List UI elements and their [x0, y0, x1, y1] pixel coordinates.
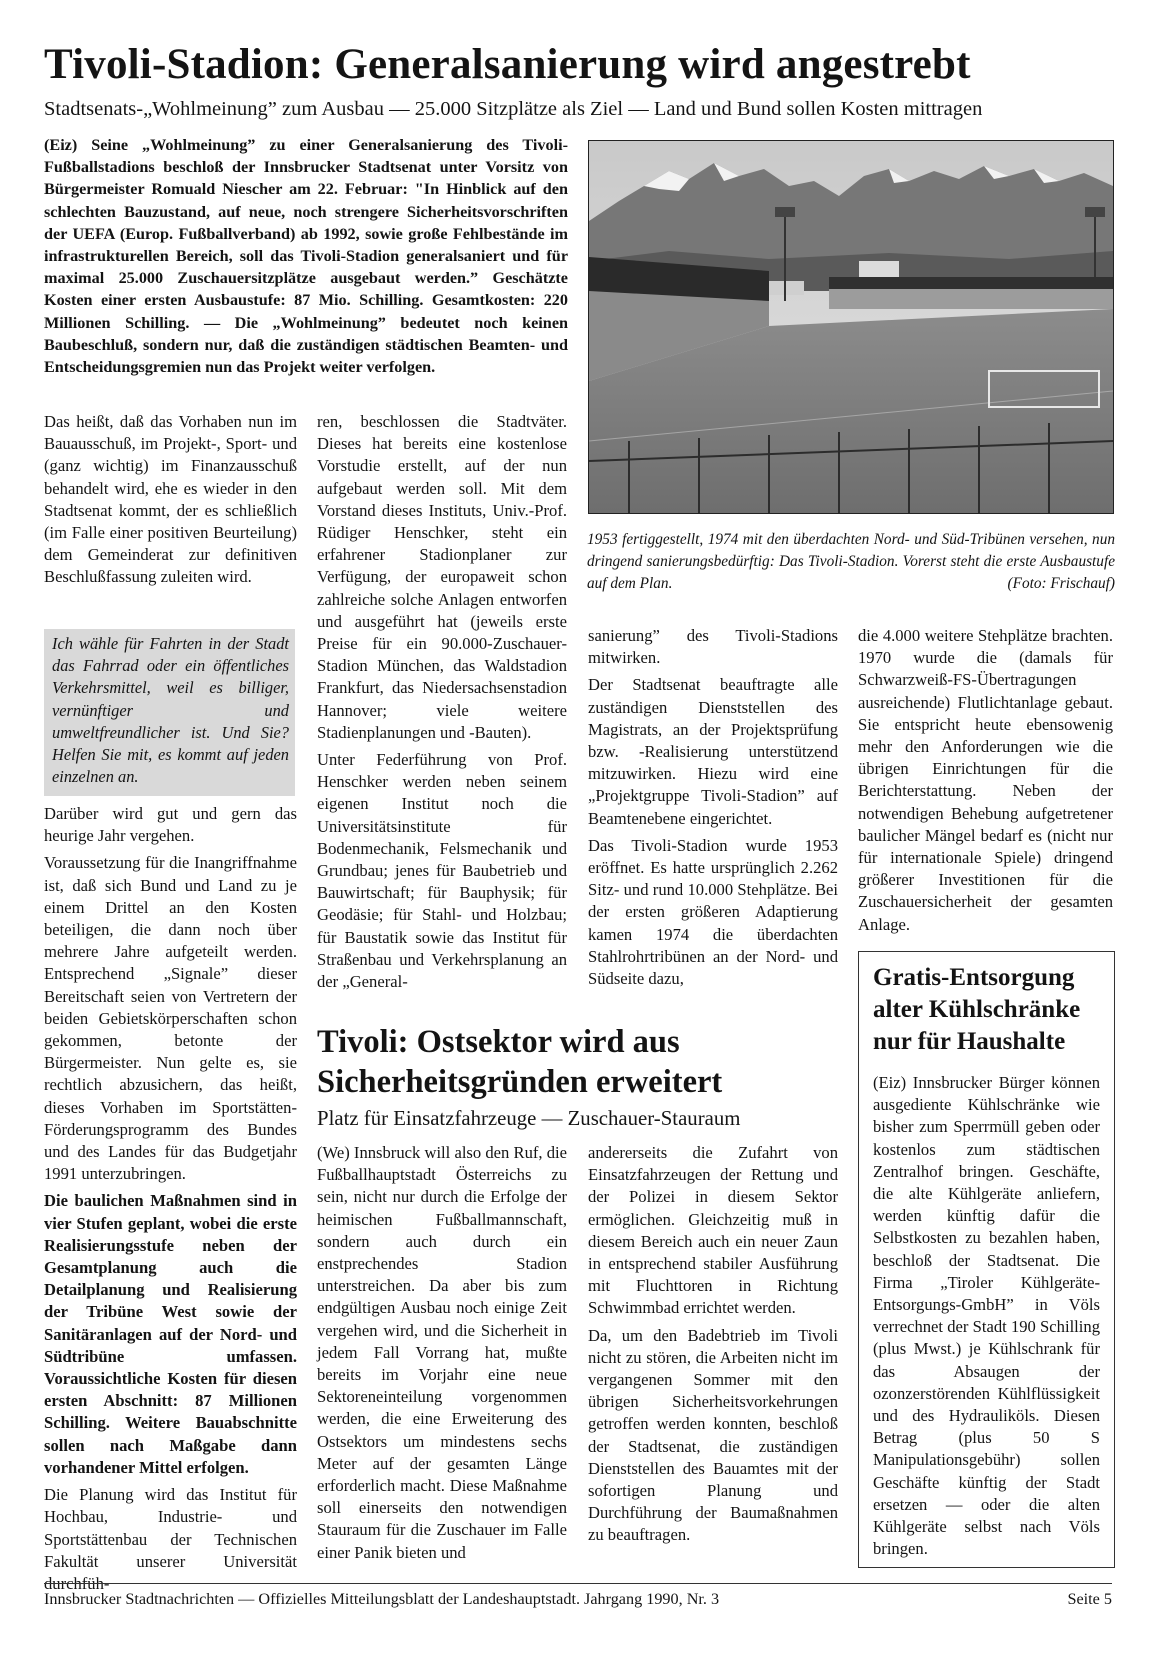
article2-column-2 [588, 1142, 838, 1547]
page-number: Seite 5 [1067, 1590, 1112, 1608]
paragraph: (We) Innsbruck will also den Ruf, die Fußballhauptstadt Österreichs zu sein, nicht nur durch die Erfolge der heimischen Fußballmannschaft, sondern auch durch ein enstprechendes Stadion unterstreichen. Da aber bis zum endgültigen Ausbau noch einige Zeit vergehen wird, und die Sicherheit in jedem Fall Vorrang hat, mußte bereits im Vorjahr eine neue Sektoreneinteilung vorgenommen werden, die eine Erweiterung des Ostsektors um mindestens sechs Meter auf der gesamten Länge erforderlich macht. Diese Maßnahme soll einerseits den notwendigen Stauraum für die Zuschauer im Falle einer Panik bieten und [317, 1143, 567, 1562]
footer-divider [44, 1583, 1112, 1584]
article-column-1-top: Das heißt, daß das Vorhaben nun im Bauausschuß, im Projekt-, Sport- und (ganz wichtig) im Finanzausschuß behandelt wird, ehe es wieder in den Stadtsenat kommt, der es schließlich (im Falle einer positiven Beurteilung) dem Gemeinderat zur definitiven Beschlußfassung zuleiten wird. [44, 412, 297, 587]
photo-credit: (Foto: Frischauf) [1007, 575, 1115, 592]
paragraph: Die Planung wird das Institut für Hochbau, Industrie- und Sportstättenbau der Technischen Fakultät unserer Universität durchfüh- [44, 1485, 297, 1593]
photo-caption [587, 529, 1115, 595]
article-column-2 [317, 411, 567, 993]
article-column-4 [858, 625, 1113, 936]
stadium-photo [588, 140, 1114, 514]
paragraph: andererseits die Zufahrt von Einsatzfahrzeugen der Rettung und der Polizei in diesem Sektor ermöglichen. Gleichzeitig muß in diesem Bereich auch ein neuer Zaun in entsprechend stabiler Ausführung mit Fluchttoren in Richtung Schwimmbad errichtet werden. [588, 1143, 838, 1318]
paragraph: ren, beschlossen die Stadtväter. Dieses hat bereits eine kostenlose Vorstudie erstellt, auf der nun aufgebaut werden soll. Mit dem Vorstand dieses Instituts, Univ.-Prof. Rüdiger Henschker, steht ein erfahrener Stadionplaner zur Verfügung, der europaweit schon zahlreiche solche Anlagen entworfen und ausgeführt hat (jeweils erste Preise für ein 90.000-Zuschauer-Stadion München, das Waldstadion Frankfurt, das Niedersachsenstadion Hannover; viele weitere Stadienplanungen und -Bauten). [317, 412, 567, 742]
box-body: (Eiz) Innsbrucker Bürger können ausgediente Kühlschränke wie bisher zum Sperrmüll geben oder kostenlos zum städtischen Zentralhof bringen. Geschäfte, die alte Kühlgeräte anliefern, werden künftig dafür die Selbstkosten zu bezahlen haben, beschloß der Stadtsenat. Die Firma „Tiroler Kühlgeräte-Entsorgungs-GmbH” in Völs verrechnet der Stadt 190 Schilling (plus Mwst.) je Kühlschrank für das Absaugen der ozonzerstörenden Kühlflüssigkeit und des Hydrauliköls. Diesen Betrag (plus 50 S Manipulationsgebühr) sollen Geschäfte künftig der Stadt ersetzen — oder die alten Kühlgeräte selbst nach Völs bringen. [873, 1073, 1100, 1559]
fridge-disposal-box [858, 951, 1115, 1568]
paragraph: Darüber wird gut und gern das heurige Jahr vergehen. [44, 804, 297, 846]
article-column-3 [588, 625, 838, 990]
article-headline: Tivoli-Stadion: Generalsanierung wird angestrebt [44, 41, 971, 88]
box-title: Gratis-Entsorgung alter Kühlschränke nur für Haushalte [873, 964, 1081, 1055]
paragraph: Da, um den Badebtrieb im Tivoli nicht zu stören, die Arbeiten nicht im vergangenen Sommer mit den übrigen Sicherheitsvorkehrungen getroffen werden konnten, beschloß der Stadtsenat, die zuständigen Dienststellen des Bauamtes mit der sofortigen Planung und Durchführung der Baumaßnahmen zu beauftragen. [588, 1325, 838, 1545]
paragraph: Das Tivoli-Stadion wurde 1953 eröffnet. Es hatte ursprünglich 2.262 Sitz- und rund 10.000 Stehplätze. Bei der ersten größeren Adaptierung kamen 1974 die überdachten Stahlrohrtribünen an der Nord- und Südseite dazu, [588, 835, 838, 989]
paragraph: Der Stadtsenat beauftragte alle zuständigen Dienststellen des Magistrats, an der Projektsprüfung bzw. -Realisierung unterstützend mitzuwirken. Hiezu wird eine „Projektgruppe Tivoli-Stadion” auf Beamtenebene eingerichtet. [588, 675, 838, 828]
caption-text: 1953 fertiggestellt, 1974 mit den überdachten Nord- und Süd-Tribünen versehen, nun dringend sanierungsbedürftig: Das Tivoli-Stadion. Vorerst steht die erste Ausbaustufe auf dem Plan. [587, 531, 1115, 592]
paragraph: sanierung” des Tivoli-Stadions mitwirken. [588, 626, 838, 668]
article-column-1-bottom [44, 803, 297, 1595]
article2-subheadline: Platz für Einsatzfahrzeuge — Zuschauer-Stauraum [317, 1107, 741, 1130]
publication-info: Innsbrucker Stadtnachrichten — Offizielles Mitteilungsblatt der Landeshauptstadt. Jahrgang 1990, Nr. 3 [44, 1590, 720, 1608]
paragraph: Voraussetzung für die Inangriffnahme ist, daß sich Bund und Land zu je einem Drittel an den Kosten beteiligen, die dann noch über mehrere Jahre aufgeteilt werden. Entsprechend „Signale” dieser Bereitschaft seien von Vertretern der beiden Gebietskörperschaften schon gekommen, betonte der Bürgermeister. Nun gelte es, sie rechtlich abzusichern, das heißt, dieses Vorhaben im Sportstätten-Förderungsprogramm des Bundes und des Landes für das Budgetjahr 1991 unterzubringen. [44, 853, 297, 1184]
article2-headline: Tivoli: Ostsektor wird aus Sicherheitsgründen erweitert [317, 1024, 723, 1100]
article2-column-1 [317, 1142, 567, 1564]
paragraph: die 4.000 weitere Stehplätze brachten. 1970 wurde die (damals für Schwarzweiß-FS-Übertragungen ausreichende) Flutlichtanlage gebaut. Sie entspricht heute ebensowenig mehr den Anforderungen wie die übrigen Einrichtungen für die Berichterstattung. Neben der notwendigen Behebung aufgetretener baulicher Mängel bedarf es (nicht nur für internationale Spiele) dringend größerer Investitionen für die Zuschauersicherheit der gesamten Anlage. [858, 626, 1113, 934]
bicycle-notice-box: Ich wähle für Fahrten in der Stadt das Fahrrad oder ein öffentliches Verkehrsmittel, weil es billiger, vernünftiger und umweltfreundlicher ist. Und Sie? Helfen Sie mit, es kommt auf jeden einzelnen an. [44, 629, 295, 796]
article-subheadline: Stadtsenats-„Wohlmeinung” zum Ausbau — 25.000 Sitzplätze als Ziel — Land und Bund sollen Kosten mittragen [44, 98, 983, 120]
paragraph: Unter Federführung von Prof. Henschker werden neben seinem eigenen Institut noch die Universitätsinstitute für Bodenmechanik, Felsmechanik und Grundbau; jenes für Baubetrieb und Bauwirtschaft; für Bauphysik; für Geodäsie; für Stahl- und Holzbau; für Baustatik sowie das Institut für Straßenbau und Verkehrsplanung an der „General- [317, 750, 567, 992]
page-footer [44, 1588, 1112, 1610]
article-lead: (Eiz) Seine „Wohlmeinung” zu einer Generalsanierung des Tivoli-Fußballstadions beschloß der Innsbrucker Stadtsenat unter Vorsitz von Bürgermeister Romuald Niescher am 22. Februar: "In Hinblick auf den schlechten Bauzustand, auf neue, noch strengere Sicherheitsvorschriften der UEFA (Europ. Fußballverband) ab 1992, sowie große Fehlbestände im infrastrukturellen Bereich, soll das Tivoli-Stadion generalsaniert und für maximal 25.000 Zuschauersitzplätze ausgebaut werden.” Geschätzte Kosten einer ersten Ausbaustufe: 87 Mio. Schilling. Gesamtkosten: 220 Millionen Schilling. — Die „Wohlmeinung” bedeutet noch keinen Baubeschluß, sondern nur, daß die zuständigen städtischen Beamten- und Entscheidungsgremien nun das Projekt weiter verfolgen. [44, 136, 568, 377]
paragraph-bold: Die baulichen Maßnahmen sind in vier Stufen geplant, wobei die erste Realisierungsstufe neben der Gesamtplanung auch die Detailplanung und Realisierung der Tribüne West sowie der Sanitäranlagen auf der Nord- und Südtribüne umfassen. Voraussichtliche Kosten für diesen ersten Abschnitt: 87 Millionen Schilling. Weitere Bauabschnitte sollen nach Maßgabe dann vorhandener Mittel erfolgen. [44, 1191, 297, 1477]
